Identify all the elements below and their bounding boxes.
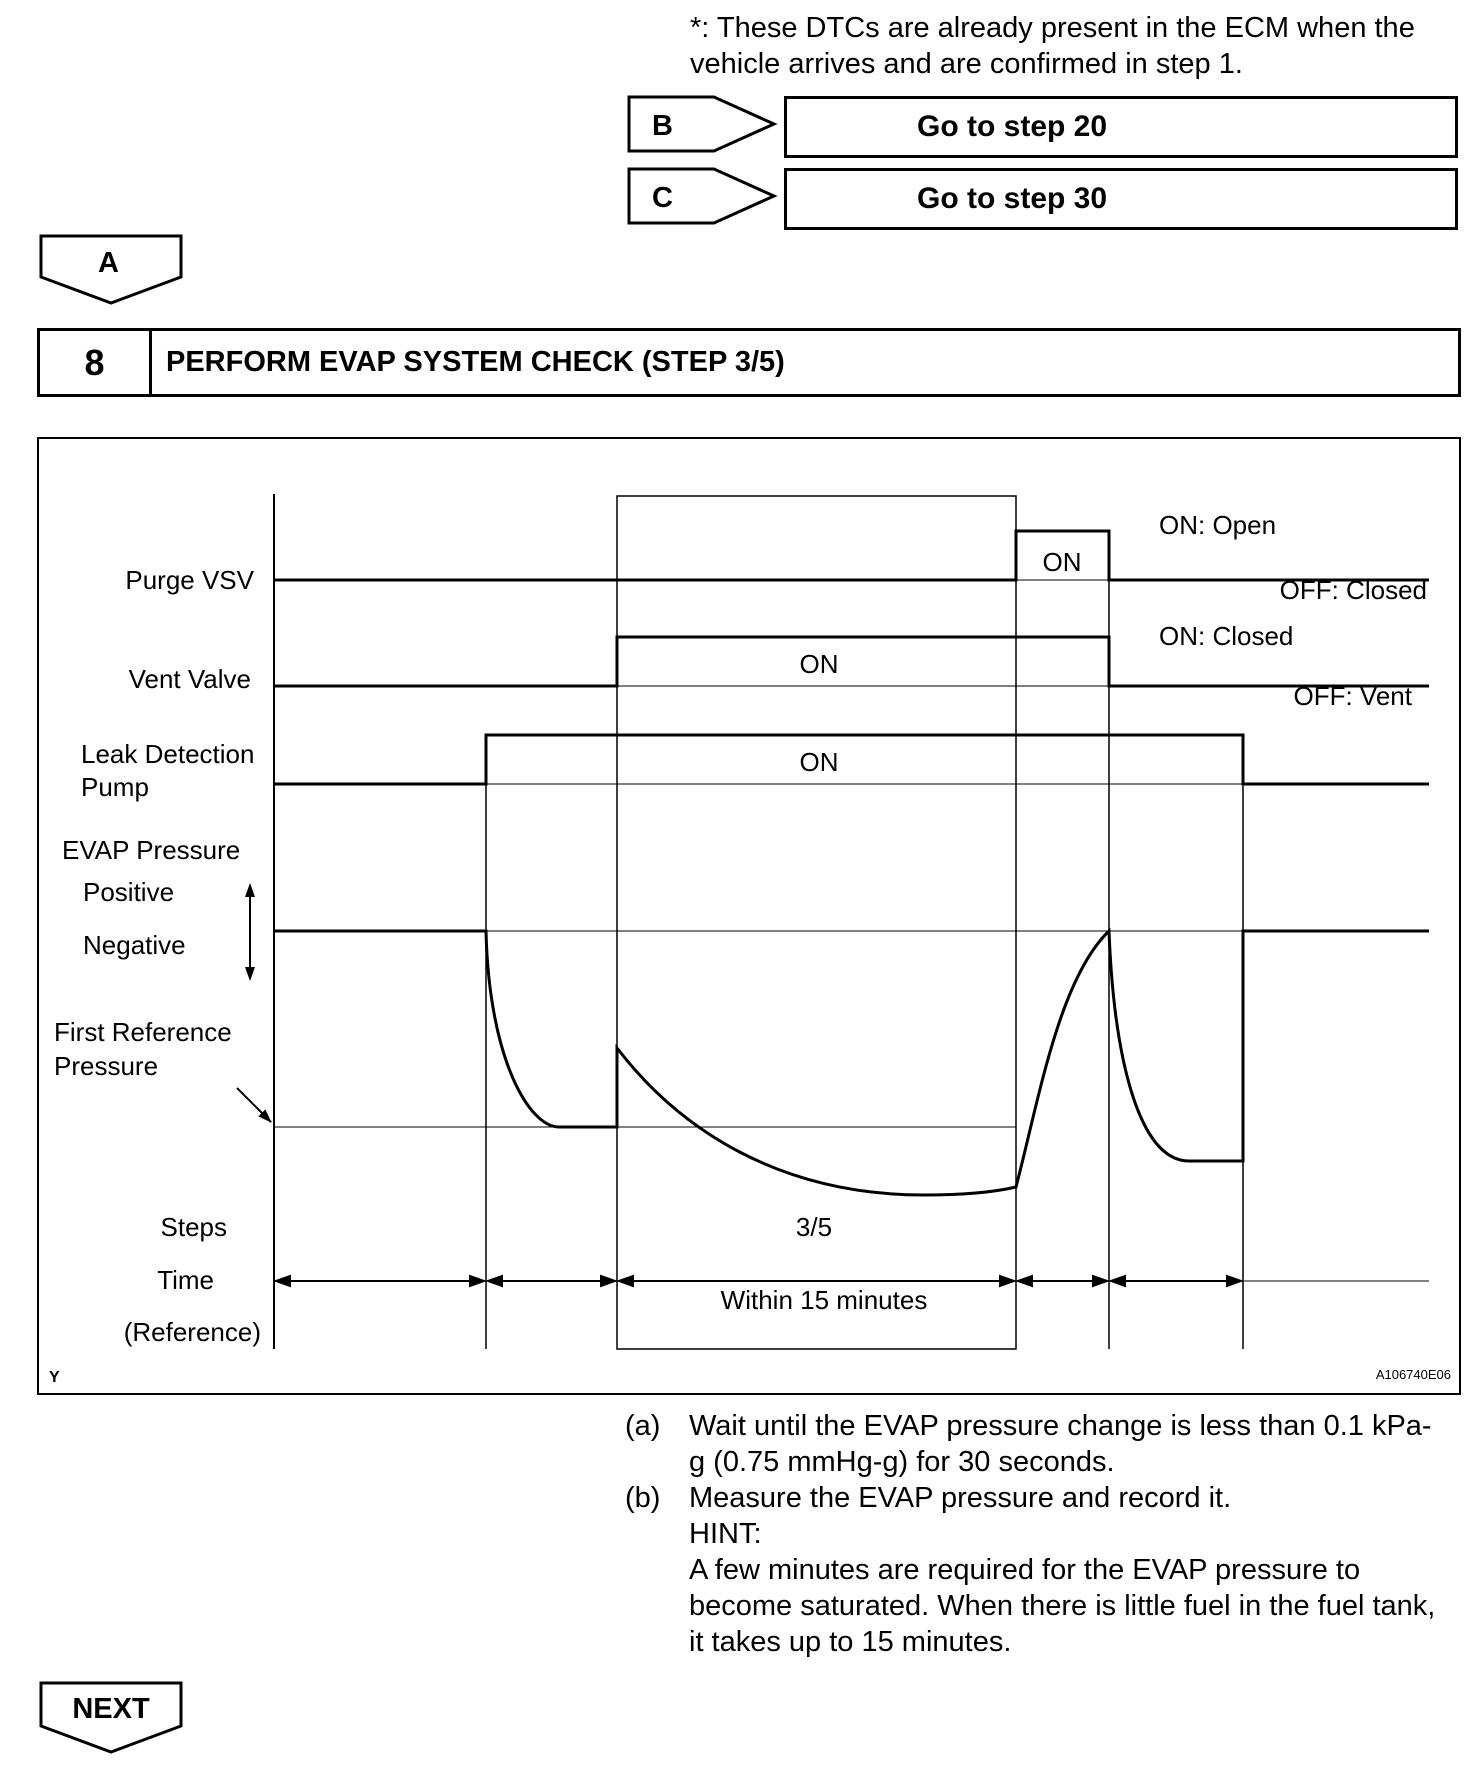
off-closed-label: OFF: Closed <box>1279 575 1427 605</box>
branch-b-tag: B <box>652 110 673 142</box>
timing-diagram-svg <box>39 439 1459 1393</box>
step-header <box>37 328 1461 397</box>
purge-vsv-label: Purge VSV <box>125 565 254 595</box>
first-ref-label-line2: Pressure <box>54 1051 159 1081</box>
result-a-tag: A <box>98 247 119 279</box>
first-ref-label-line1: First Reference <box>54 1017 232 1047</box>
go-to-step-20-box[interactable]: Go to step 20 <box>784 96 1458 158</box>
instructions <box>625 1408 1445 1660</box>
result-a-marker <box>38 233 186 307</box>
on-closed-label: ON: Closed <box>1159 621 1294 651</box>
go-to-step-30-box[interactable]: Go to step 30 <box>784 168 1458 230</box>
instruction-b-text: Measure the EVAP pressure and record it. <box>689 1482 1232 1514</box>
vent-on-label: ON <box>799 649 839 679</box>
dtc-note: *: These DTCs are already present in the ECM when the vehicle arrives and are confirmed in step 1. <box>690 12 1415 80</box>
negative-label: Negative <box>83 930 186 960</box>
next-label: NEXT <box>72 1693 150 1725</box>
on-open-label: ON: Open <box>1159 510 1277 540</box>
timing-diagram <box>37 437 1461 1395</box>
branch-c-arrow <box>626 166 778 226</box>
step-3-5-label: 3/5 <box>795 1212 833 1242</box>
evap-pressure-curve <box>274 931 1429 1195</box>
instruction-b <box>625 1480 1445 1516</box>
instruction-a-text: Wait until the EVAP pressure change is less than 0.1 kPa-g (0.75 mmHg-g) for 30 seconds. <box>689 1410 1432 1478</box>
vent-valve-label: Vent Valve <box>128 664 251 694</box>
purge-on-label: ON <box>1042 547 1082 577</box>
hint-text: A few minutes are required for the EVAP pressure to become saturated. When there is little fuel in the fuel tank, it takes up to 15 minutes. <box>689 1554 1436 1658</box>
pressure-arrow-up-head <box>245 883 255 897</box>
pressure-arrow-down-head <box>245 967 255 981</box>
time-label: Time <box>157 1265 214 1295</box>
instruction-a-label: (a) <box>625 1410 661 1442</box>
time-within-15-min-label: Within 15 minutes <box>720 1285 928 1315</box>
reference-label: (Reference) <box>123 1317 261 1347</box>
step-title: PERFORM EVAP SYSTEM CHECK (STEP 3/5) <box>166 346 785 378</box>
next-marker[interactable] <box>38 1680 186 1756</box>
positive-label: Positive <box>83 877 175 907</box>
off-vent-label: OFF: Vent <box>1293 681 1412 711</box>
ldp-label-line1: Leak Detection <box>81 739 255 769</box>
branch-b-arrow <box>626 94 778 154</box>
figure-id-label: A106740E06 <box>1375 1367 1451 1382</box>
branch-c-tag: C <box>652 182 673 214</box>
hint-block <box>625 1516 1445 1660</box>
corner-y-label: Y <box>49 1369 60 1386</box>
ldp-signal <box>274 735 1429 784</box>
step-number: 8 <box>40 331 152 394</box>
first-ref-pointer-arrow <box>237 1088 271 1122</box>
instruction-b-label: (b) <box>625 1482 661 1514</box>
ldp-on-label: ON <box>799 747 839 777</box>
steps-label: Steps <box>160 1212 227 1242</box>
ldp-label-line2: Pump <box>81 772 149 802</box>
instruction-a <box>625 1408 1445 1480</box>
hint-title: HINT: <box>689 1518 762 1550</box>
evap-pressure-label: EVAP Pressure <box>62 835 241 865</box>
